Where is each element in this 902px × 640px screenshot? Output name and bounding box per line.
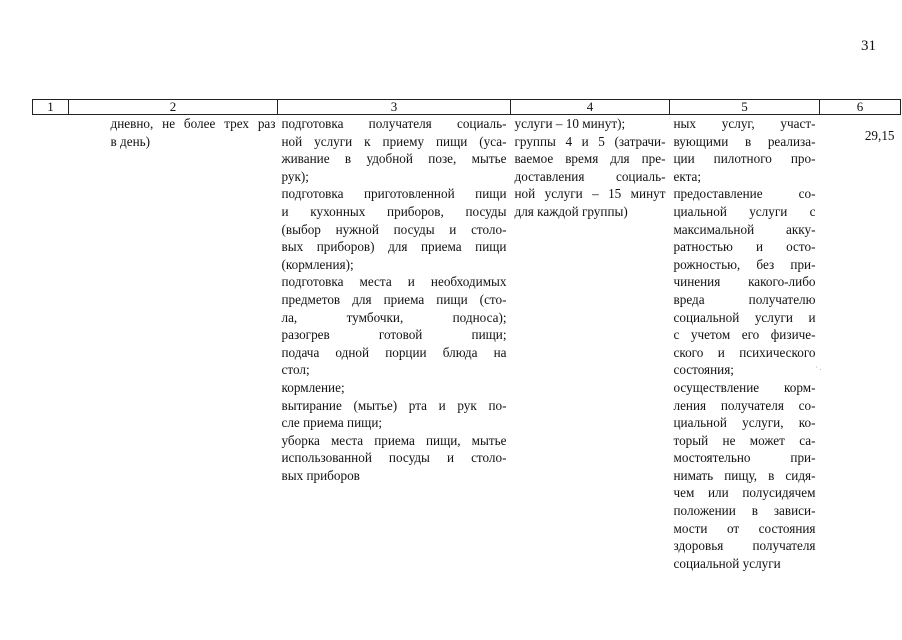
col4-line: ной услуги – 15 минут bbox=[514, 186, 666, 202]
col5-line: ции пилотного про- bbox=[673, 151, 816, 167]
col3-line: стол; bbox=[281, 362, 310, 378]
col3-line: ной услуги к приему пищи (уса- bbox=[281, 133, 507, 149]
header-row bbox=[33, 100, 901, 115]
col5-line: ратностью и осто- bbox=[673, 239, 816, 255]
col-header-4: 4 bbox=[511, 100, 670, 115]
col5-line: екта; bbox=[673, 168, 702, 184]
col5-line: мостоятельно при- bbox=[673, 450, 816, 466]
page-number: 31 bbox=[861, 38, 876, 54]
col5-line: с учетом его физиче- bbox=[673, 327, 816, 343]
col5-line: ления получателя со- bbox=[673, 397, 816, 413]
col3-line: подготовка приготовленной пищи bbox=[281, 186, 507, 202]
col5-line: вреда получателю bbox=[673, 291, 816, 307]
col5-line: циальной услуги с bbox=[673, 203, 816, 219]
col4-text bbox=[515, 115, 666, 221]
col5-line: циальной услуги, ко- bbox=[673, 415, 816, 431]
col3-line: разогрев готовой пищи; bbox=[281, 327, 507, 343]
cell-col1 bbox=[33, 115, 69, 573]
service-table bbox=[32, 99, 901, 572]
table-row bbox=[33, 115, 901, 573]
col5-line: максимальной акку- bbox=[673, 221, 816, 237]
col5-line: социальной услуги и bbox=[673, 309, 816, 325]
scan-speck: · . bbox=[815, 363, 822, 372]
col4-line: для каждой группы) bbox=[514, 203, 628, 219]
col5-line: рожностью, без при- bbox=[673, 256, 816, 272]
col-header-2: 2 bbox=[69, 100, 278, 115]
col3-line: рук); bbox=[281, 168, 309, 184]
col5-line: вующими в реализа- bbox=[673, 133, 816, 149]
col3-line: вытирание (мытье) рта и рук по- bbox=[281, 397, 507, 413]
cell-col3 bbox=[278, 115, 511, 573]
col3-line: вых приборов bbox=[281, 467, 360, 483]
col3-line: и кухонных приборов, посуды bbox=[281, 203, 507, 219]
col4-line: доставления социаль- bbox=[514, 168, 666, 184]
col3-line: (кормления); bbox=[281, 256, 354, 272]
col3-line: ла, тумбочки, подноса); bbox=[281, 309, 507, 325]
col2-line: дневно, не более трех раз bbox=[110, 116, 276, 131]
col-header-3: 3 bbox=[278, 100, 511, 115]
col5-line: ных услуг, участ- bbox=[673, 116, 816, 131]
cell-col4 bbox=[511, 115, 670, 573]
col5-line: здоровья получателя bbox=[673, 538, 816, 554]
col3-line: подготовка получателя социаль- bbox=[281, 116, 507, 131]
col5-line: ского и психического bbox=[673, 344, 816, 360]
col4-line: услуги – 10 минут); bbox=[514, 116, 626, 131]
col5-line: чем или полусидячем bbox=[673, 485, 816, 501]
cell-col6: 29,15 bbox=[864, 128, 895, 143]
col5-line: состояния; bbox=[673, 362, 734, 378]
col4-line: ваемое время для пре- bbox=[514, 151, 666, 167]
col2-line: в день) bbox=[110, 133, 151, 149]
col3-line: подготовка места и необходимых bbox=[281, 274, 507, 290]
col3-line: вых приборов) для приема пищи bbox=[281, 239, 507, 255]
col-header-6: 6 bbox=[820, 100, 901, 115]
col3-line: уборка места приема пищи, мытье bbox=[281, 432, 507, 448]
col3-line: подача одной порции блюда на bbox=[281, 344, 507, 360]
col5-line: торый не может са- bbox=[673, 432, 816, 448]
col5-line: осуществление корм- bbox=[673, 379, 816, 395]
col3-line: живание в удобной позе, мытье bbox=[281, 151, 507, 167]
col3-line: (выбор нужной посуды и столо- bbox=[281, 221, 507, 237]
col5-line: мости от состояния bbox=[673, 520, 816, 536]
col4-line: группы 4 и 5 (затрачи- bbox=[514, 133, 666, 149]
cell-col2 bbox=[69, 115, 278, 573]
col-header-5: 5 bbox=[670, 100, 820, 115]
col5-line: социальной услуги bbox=[673, 555, 781, 571]
col3-line: кормление; bbox=[281, 379, 345, 395]
col5-line: предоставление со- bbox=[673, 186, 816, 202]
col3-line: использованной посуды и столо- bbox=[281, 450, 507, 466]
col5-line: чинения какого-либо bbox=[673, 274, 816, 290]
col2-text bbox=[111, 115, 276, 150]
col5-line: положении в зависи- bbox=[673, 503, 816, 519]
cell-col5 bbox=[670, 115, 820, 573]
col-header-1: 1 bbox=[33, 100, 69, 115]
col3-line: сле приема пищи; bbox=[281, 415, 383, 431]
col3-text bbox=[282, 115, 507, 484]
col5-text bbox=[674, 115, 816, 572]
col3-line: предметов для приема пищи (сто- bbox=[281, 291, 507, 307]
col5-line: нимать пищу, в сидя- bbox=[673, 467, 816, 483]
